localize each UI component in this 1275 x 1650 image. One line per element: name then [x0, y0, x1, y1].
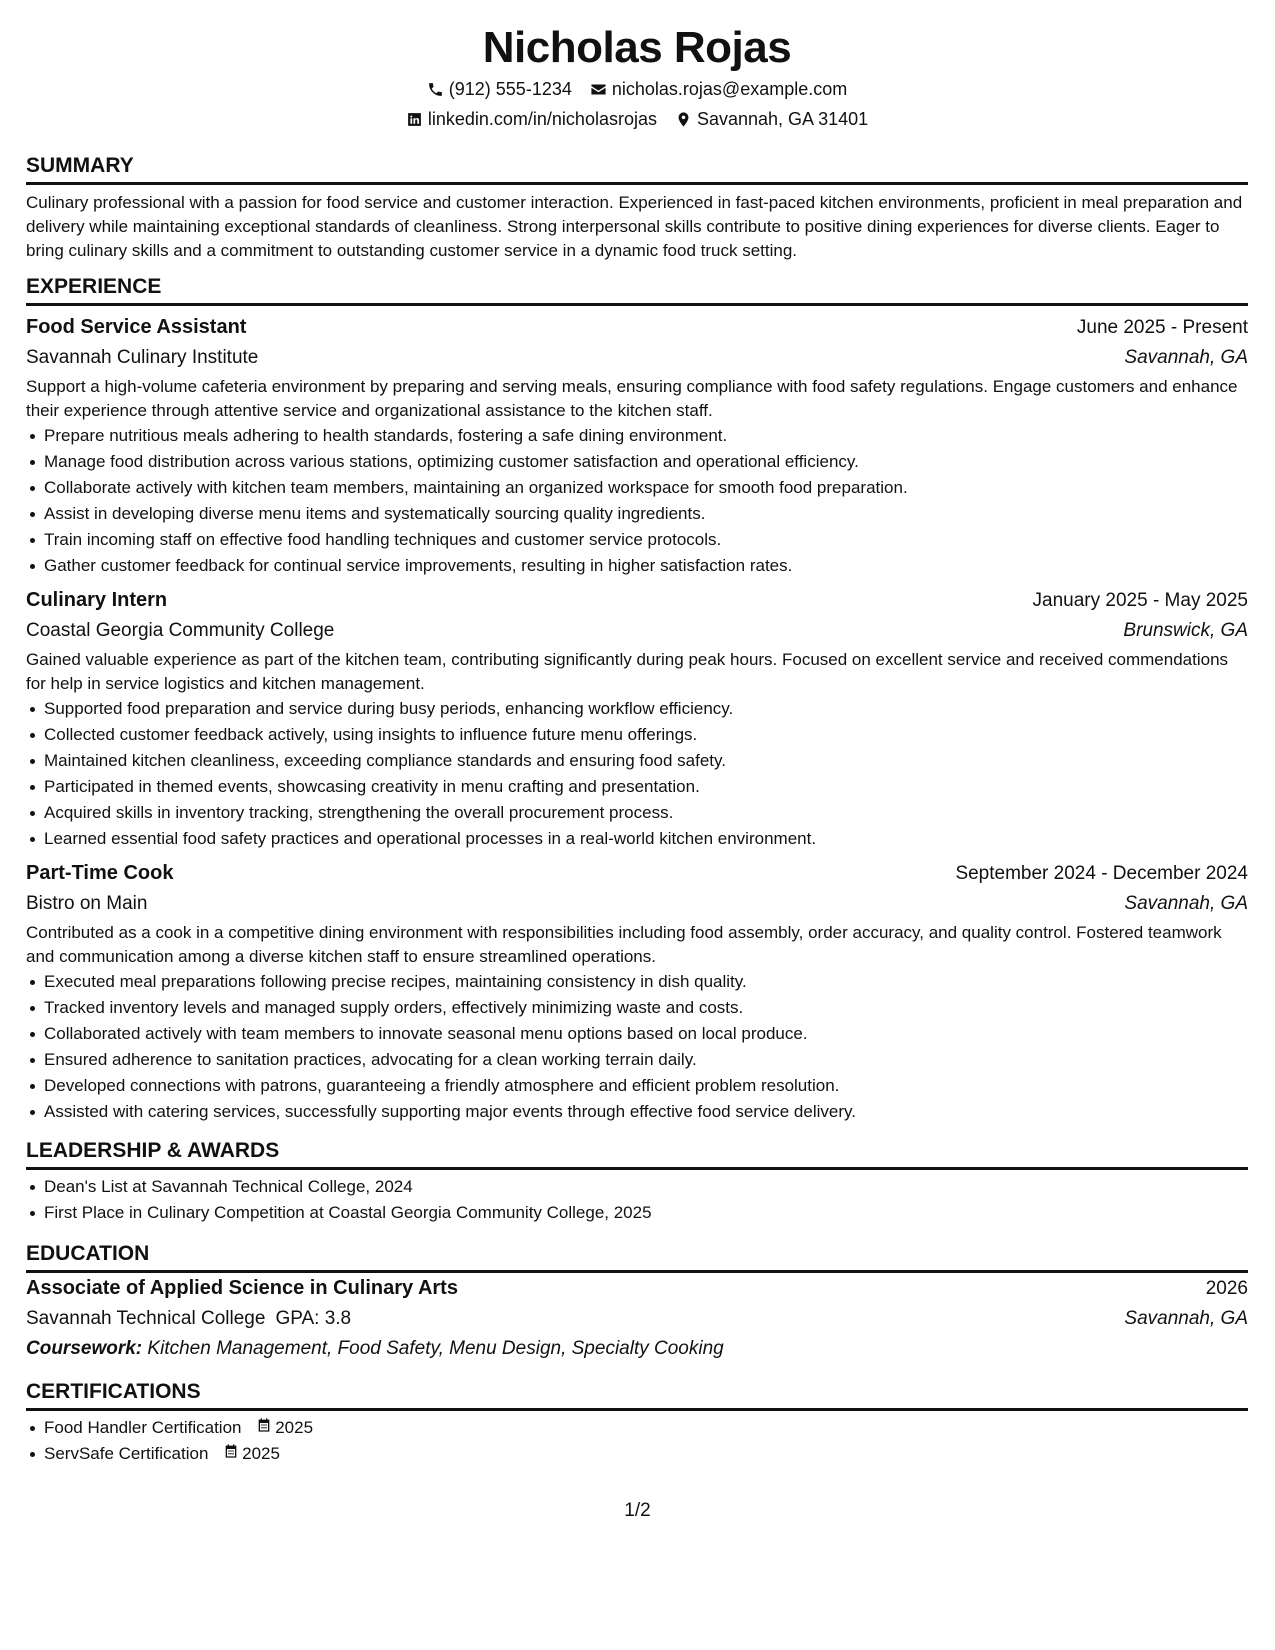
experience-section [26, 273, 1248, 1125]
certifications-section [26, 1378, 1248, 1467]
job-entry [26, 312, 1248, 579]
map-pin-icon [675, 110, 693, 128]
leadership-section [26, 1137, 1248, 1226]
summary-section [26, 152, 1248, 263]
job-org: Savannah Culinary Institute [26, 347, 259, 368]
calendar-icon [223, 1441, 239, 1467]
envelope-icon [590, 80, 608, 98]
list-item: Assisted with catering services, successfully supporting major events through effective food service delivery. [26, 1099, 1248, 1125]
job-dates: June 2025 - Present [1076, 317, 1248, 338]
section-title-education: EDUCATION [26, 1240, 1248, 1273]
school-name-line [26, 1304, 351, 1334]
list-item: Ensured adherence to sanitation practices, advocating for a clean working terrain daily. [26, 1047, 1248, 1073]
job-entry [26, 858, 1248, 1125]
certifications-list [26, 1415, 1248, 1467]
cert-date [223, 1441, 280, 1467]
list-item: Tracked inventory levels and managed supply orders, effectively minimizing waste and costs. [26, 995, 1248, 1021]
contact-location [675, 104, 868, 134]
contact-line-2 [26, 104, 1248, 134]
section-title-experience: EXPERIENCE [26, 273, 1248, 306]
phone-icon [427, 80, 445, 98]
calendar-icon [256, 1415, 272, 1441]
location-text: Savannah, GA 31401 [696, 109, 869, 129]
job-org: Coastal Georgia Community College [26, 620, 335, 641]
cert-year: 2025 [242, 1444, 280, 1463]
contact-line-1 [26, 74, 1248, 104]
job-org: Bistro on Main [26, 893, 148, 914]
list-item: Collaborated actively with team members to innovate seasonal menu options based on local produce. [26, 1021, 1248, 1047]
cert-date [256, 1415, 313, 1441]
cert-name: Food Handler Certification [44, 1418, 242, 1437]
list-item: Manage food distribution across various stations, optimizing customer satisfaction and operational efficiency. [26, 449, 1248, 475]
list-item: Dean's List at Savannah Technical College, 2024 [26, 1174, 1248, 1200]
job-description: Support a high-volume cafeteria environment by preparing and serving meals, ensuring compliance with food safety regulations. Engage customers and enhance their experience through attentive service and organizational assistance to the kitchen staff. [26, 377, 1238, 420]
list-item: Supported food preparation and service during busy periods, enhancing workflow efficiency. [26, 696, 1248, 722]
coursework-text: Kitchen Management, Food Safety, Menu Design, Specialty Cooking [147, 1338, 724, 1359]
job-description: Gained valuable experience as part of the kitchen team, contributing significantly during peak hours. Focused on excellent service and received commendations for help in service logistics and kitchen management. [26, 650, 1229, 693]
school-name: Savannah Technical College [26, 1308, 266, 1329]
cert-year: 2025 [275, 1418, 314, 1437]
coursework-line [26, 1334, 1248, 1364]
list-item: Participated in themed events, showcasing creativity in menu crafting and presentation. [26, 774, 1248, 800]
linkedin-text: linkedin.com/in/nicholasrojas [427, 109, 657, 129]
cert-name: ServSafe Certification [44, 1444, 209, 1463]
job-bullets [26, 969, 1248, 1125]
job-location: Savannah, GA [1124, 893, 1248, 914]
job-location: Brunswick, GA [1123, 620, 1248, 641]
list-item: Collected customer feedback actively, using insights to influence future menu offerings. [26, 722, 1248, 748]
section-title-certifications: CERTIFICATIONS [26, 1378, 1248, 1411]
list-item: Train incoming staff on effective food handling techniques and customer service protocols. [26, 527, 1248, 553]
page-number: 1/2 [624, 1500, 651, 1521]
school-location: Savannah, GA [1124, 1308, 1248, 1329]
list-item: Maintained kitchen cleanliness, exceeding compliance standards and ensuring food safety. [26, 748, 1248, 774]
job-bullets [26, 696, 1248, 852]
list-item: Collaborate actively with kitchen team members, maintaining an organized workspace for smooth food preparation. [26, 475, 1248, 501]
list-item: Gather customer feedback for continual service improvements, resulting in higher satisfaction rates. [26, 553, 1248, 579]
linkedin-icon [406, 110, 424, 128]
list-item: Acquired skills in inventory tracking, strengthening the overall procurement process. [26, 800, 1248, 826]
job-dates: January 2025 - May 2025 [1032, 590, 1248, 611]
education-section [26, 1240, 1248, 1364]
leadership-list [26, 1174, 1248, 1226]
job-bullets [26, 423, 1248, 579]
job-title: Food Service Assistant [26, 316, 247, 338]
contact-phone[interactable] [427, 74, 572, 104]
job-location: Savannah, GA [1124, 347, 1248, 368]
contact-email[interactable] [590, 74, 847, 104]
job-description: Contributed as a cook in a competitive dining environment with responsibilities including food assembly, order accuracy, and quality control. Fostered teamwork and communication among a diverse kitchen staff to ensure streamlined operations. [26, 923, 1222, 966]
list-item: Assist in developing diverse menu items and systematically sourcing quality ingredients. [26, 501, 1248, 527]
list-item [26, 1441, 1248, 1467]
job-entry [26, 585, 1248, 852]
gpa: GPA: 3.8 [275, 1308, 352, 1329]
list-item: Developed connections with patrons, guaranteeing a friendly atmosphere and efficient problem resolution. [26, 1073, 1248, 1099]
job-title: Part-Time Cook [26, 862, 174, 884]
resume-page [26, 0, 1248, 1467]
list-item [26, 1415, 1248, 1441]
list-item: Learned essential food safety practices and operational processes in a real-world kitchen environment. [26, 826, 1248, 852]
job-dates: September 2024 - December 2024 [955, 863, 1248, 884]
list-item: Prepare nutritious meals adhering to health standards, fostering a safe dining environment. [26, 423, 1248, 449]
list-item: First Place in Culinary Competition at Coastal Georgia Community College, 2025 [26, 1200, 1248, 1226]
coursework-label: Coursework: [26, 1338, 143, 1359]
graduation-year: 2026 [1205, 1278, 1248, 1299]
section-title-summary: SUMMARY [26, 152, 1248, 185]
list-item: Executed meal preparations following precise recipes, maintaining consistency in dish quality. [26, 969, 1248, 995]
phone-text: (912) 555-1234 [448, 79, 572, 99]
contact-linkedin[interactable] [406, 104, 657, 134]
candidate-name: Nicholas Rojas [482, 23, 792, 72]
email-text: nicholas.rojas@example.com [611, 79, 848, 99]
section-title-leadership: LEADERSHIP & AWARDS [26, 1137, 1248, 1170]
degree-title: Associate of Applied Science in Culinary Arts [26, 1277, 458, 1299]
summary-text: Culinary professional with a passion for food service and customer interaction. Experienced in fast-paced kitchen environments, proficient in meal preparation and delivery while maintaining exceptional standards of cleanliness. Strong interpersonal skills contribute to positive dining experiences for diverse clients. Eager to bring culinary skills and a commitment to outstanding customer service in a dynamic food truck setting. [26, 193, 1243, 260]
job-title: Culinary Intern [26, 589, 168, 611]
jobs-list [26, 312, 1248, 1125]
